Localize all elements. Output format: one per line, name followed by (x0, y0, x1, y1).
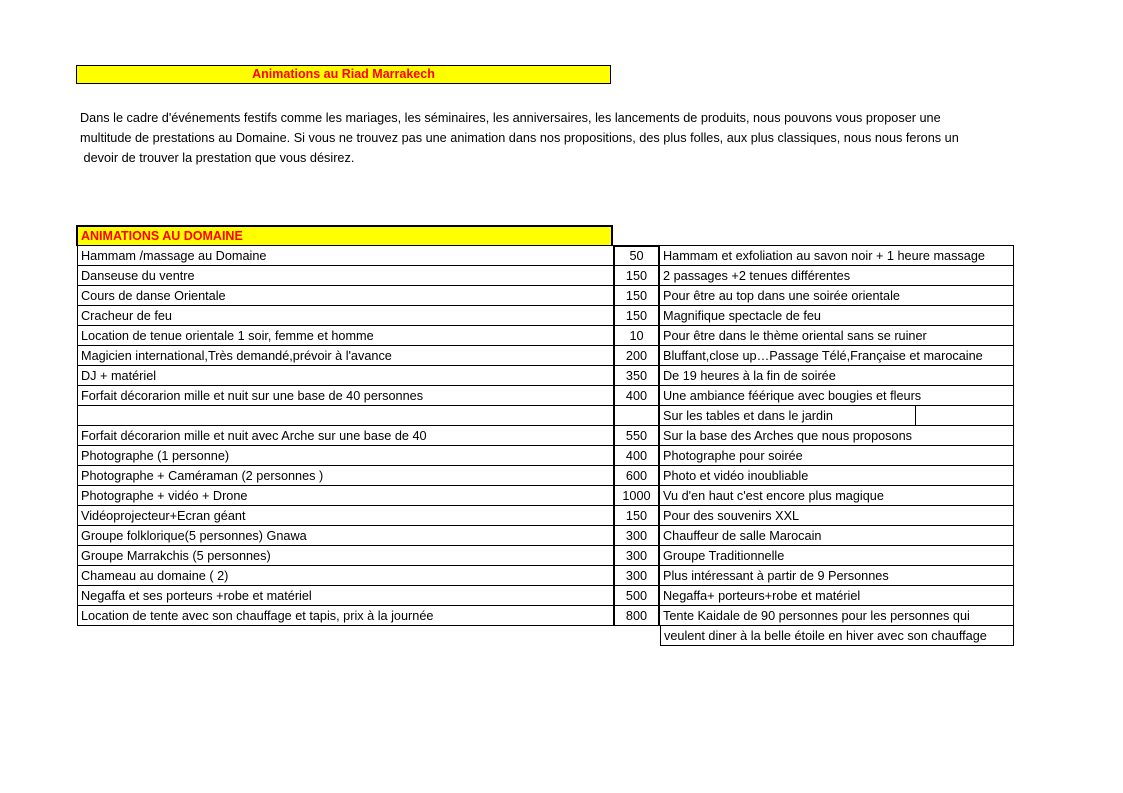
intro-line: multitude de prestations au Domaine. Si vous ne trouvez pas une animation dans nos propositions, des plus folles, aux plus classiques, nous nous ferons un (80, 131, 959, 145)
intro-paragraph (80, 108, 1040, 168)
row-name: Cracheur de feu (77, 306, 613, 326)
row-price: 150 (613, 506, 660, 526)
row-name: DJ + matériel (77, 366, 613, 386)
row-name: Forfait décorarion mille et nuit avec Arche sur une base de 40 (77, 426, 613, 446)
row-price: 300 (613, 566, 660, 586)
row-name: Chameau au domaine ( 2) (77, 566, 613, 586)
row-price: 300 (613, 526, 660, 546)
row-description: Pour être dans le thème oriental sans se ruiner (660, 326, 1014, 346)
row-description: Plus intéressant à partir de 9 Personnes (660, 566, 1014, 586)
row-price: 150 (613, 306, 660, 326)
row-price: 150 (613, 286, 660, 306)
row-description: Tente Kaidale de 90 personnes pour les personnes qui (660, 606, 1014, 626)
row-price: 200 (613, 346, 660, 366)
row-description: Sur les tables et dans le jardin (660, 406, 916, 426)
row-name: Photographe + vidéo + Drone (77, 486, 613, 506)
row-price: 300 (613, 546, 660, 566)
row-name: Location de tenue orientale 1 soir, femme et homme (77, 326, 613, 346)
row-description: Groupe Traditionnelle (660, 546, 1014, 566)
row-description: Hammam et exfoliation au savon noir + 1 heure massage (660, 246, 1014, 266)
row-description: Photographe pour soirée (660, 446, 1014, 466)
row-description: Pour être au top dans une soirée orientale (660, 286, 1014, 306)
row-name: Location de tente avec son chauffage et tapis, prix à la journée (77, 606, 613, 626)
row-description: Negaffa+ porteurs+robe et matériel (660, 586, 1014, 606)
row-description: Chauffeur de salle Marocain (660, 526, 1014, 546)
row-name: Negaffa et ses porteurs +robe et matériel (77, 586, 613, 606)
intro-line: devoir de trouver la prestation que vous désirez. (80, 151, 355, 165)
row-description: Bluffant,close up…Passage Télé,Française et marocaine (660, 346, 1014, 366)
row-name: Photographe (1 personne) (77, 446, 613, 466)
row-price: 10 (613, 326, 660, 346)
row-price: 150 (613, 266, 660, 286)
row-price: 800 (613, 606, 660, 626)
row-description: Pour des souvenirs XXL (660, 506, 1014, 526)
row-price: 550 (613, 426, 660, 446)
intro-line: Dans le cadre d'événements festifs comme les mariages, les séminaires, les anniversaires, les lancements de produits, nous pouvons vous proposer une (80, 111, 941, 125)
row-name: Vidéoprojecteur+Ecran géant (77, 506, 613, 526)
row-name: Danseuse du ventre (77, 266, 613, 286)
row-name (77, 406, 613, 426)
row-description: 2 passages +2 tenues différentes (660, 266, 1014, 286)
row-price (613, 406, 660, 426)
row-description: Vu d'en haut c'est encore plus magique (660, 486, 1014, 506)
page-title: Animations au Riad Marrakech (76, 65, 611, 84)
row-price: 400 (613, 446, 660, 466)
row-name: Magicien international,Très demandé,prévoir à l'avance (77, 346, 613, 366)
row-price: 500 (613, 586, 660, 606)
row-price: 1000 (613, 486, 660, 506)
row-price: 50 (613, 246, 660, 266)
row-price: 400 (613, 386, 660, 406)
row-description: Sur la base des Arches que nous proposons (660, 426, 1014, 446)
row-name: Cours de danse Orientale (77, 286, 613, 306)
row-price: 350 (613, 366, 660, 386)
section-title: ANIMATIONS AU DOMAINE (76, 225, 613, 246)
row-description: Une ambiance féérique avec bougies et fleurs (660, 386, 1014, 406)
row-name: Photographe + Caméraman (2 personnes ) (77, 466, 613, 486)
row-description: De 19 heures à la fin de soirée (660, 366, 1014, 386)
row-name: Hammam /massage au Domaine (77, 246, 613, 266)
row-price: 600 (613, 466, 660, 486)
row-empty-cell (916, 406, 1014, 426)
row-name: Groupe folklorique(5 personnes) Gnawa (77, 526, 613, 546)
row-description: Magnifique spectacle de feu (660, 306, 1014, 326)
row-name: Forfait décorarion mille et nuit sur une base de 40 personnes (77, 386, 613, 406)
row-description: Photo et vidéo inoubliable (660, 466, 1014, 486)
row-description: veulent diner à la belle étoile en hiver avec son chauffage (660, 626, 1014, 646)
row-name: Groupe Marrakchis (5 personnes) (77, 546, 613, 566)
